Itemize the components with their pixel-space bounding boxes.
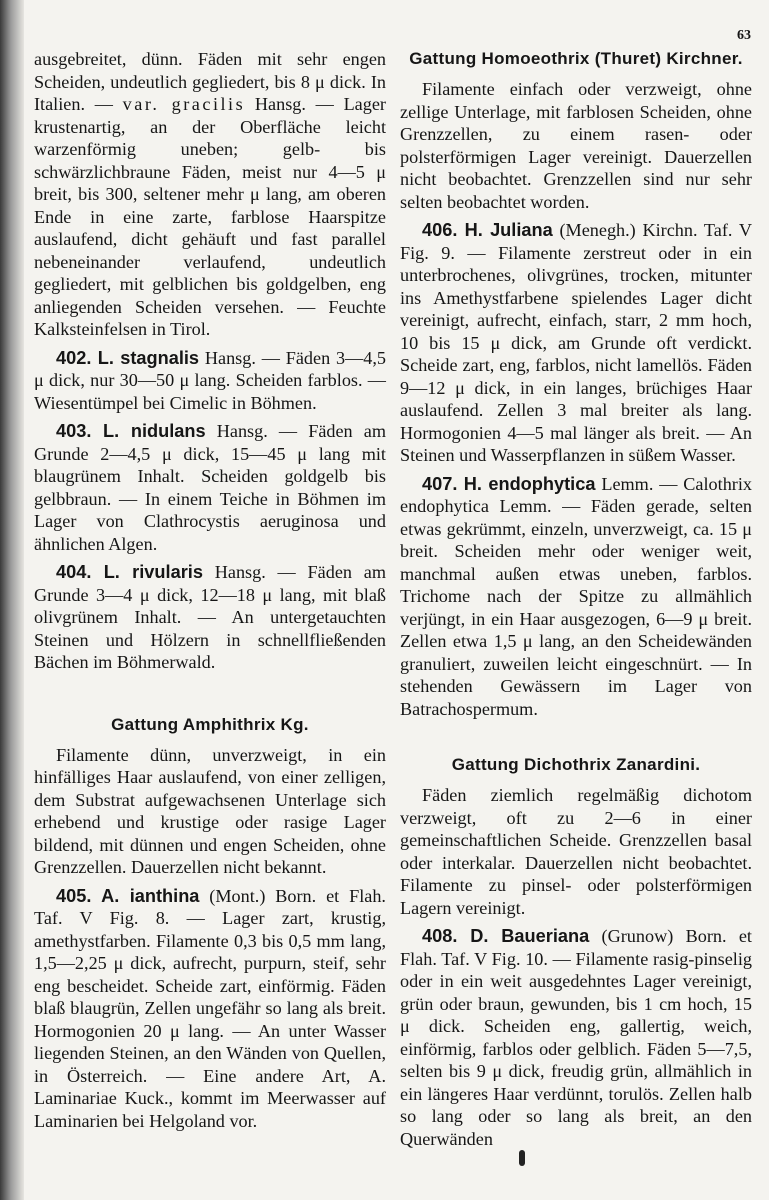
genus-heading-amphithrix: Gattung Amphithrix Kg. — [111, 714, 309, 734]
ink-mark — [519, 1150, 525, 1166]
species-number: 405. A. ianthina — [56, 885, 200, 906]
species-entry-402: 402. L. stagnalis Hansg. — Fäden 3—4,5 μ dick, nur 30—50 μ lang. Scheiden farblos. — Wiesentümpel bei Cimelic in Böhmen. — [34, 347, 387, 413]
species-number: 404. L. rivularis — [56, 562, 203, 582]
species-entry-405: 405. A. ianthina (Mont.) Born. et Flah. Taf. V Fig. 8. — Lager zart, krustig, amethystfarben. Filamente 0,3 bis 0,5 mm lang, 1,5—2,25 μ dick, aufrecht, purpurn, steif, sehr eng bescheidet. Scheide zart, einförmig. Fäden blaß blaugrün, Zellen ungefähr so lang als breit. Hormogonien 20 μ lang. — An unter Wasser liegenden Steinen, an den Wänden von Quellen, in Österreich. — Eine andere Art, A. Laminariae Kuck., kommt im Meerwasser auf Laminarien bei Helgoland vor. — [34, 885, 386, 1131]
species-number: 406. H. Juliana — [422, 220, 553, 240]
binding-gutter — [0, 0, 24, 1200]
species-number: 403. L. nidulans — [56, 421, 206, 441]
species-entry-406: 406. H. Juliana (Menegh.) Kirchn. Taf. V Fig. 9. — Filamente zerstreut oder in ein unterbrochenes, olivgrünes, trocken, mitunter ins Amethystfarbene spielendes Lager dicht vereinigt, aufrecht, einfach, starr, 2 mm hoch, 10 bis 15 μ dick, am Grunde oft verdickt. Scheide zart, eng, farblos, nicht lamellös. Fäden 9—12 μ dick, in ein langes, brüchiges Haar auslaufend. Zellen 3 mal breiter als lang. Hormogonien 4—5 mal länger als breit. — An Steinen und Wasserpflanzen in süßem Wasser. — [400, 220, 752, 465]
page-number: 63 — [737, 28, 751, 43]
genus-description: Filamente einfach oder verzweigt, ohne zellige Unterlage, mit farblosen Scheiden, ohne Grenzzellen, zu einem rasen- oder polsterförmigen Lager vereinigt. Dauerzellen nicht beobachtet. Grenzzellen sind nur sehr selten beobachtet worden. — [400, 79, 752, 212]
genus-description: Filamente dünn, unverzweigt, in ein hinfälliges Haar auslaufend, von einer zelligen, dem Substrat aufgewachsenen Unterlage sich erhebend und krustige oder rasige Lager bildend, mit dünnen und engen Scheiden, ohne Grenzzellen. Dauerzellen nicht bekannt. — [34, 744, 386, 877]
right-column — [400, 48, 752, 1150]
species-number: 408. D. Baueriana — [422, 926, 590, 946]
genus-heading-homoeothrix: Gattung Homoeothrix (Thuret) Kirchner. — [409, 49, 743, 68]
genus-description: Fäden ziemlich regelmäßig dichotom verzweigt, oft zu 2—6 in einer gemeinschaftlichen Scheide. Grenzzellen basal oder interkalar. Dauerzellen nicht beobachtet. Filamente zu pinsel- oder polsterförmigen Lagern vereinigt. — [400, 785, 752, 918]
left-column — [34, 48, 386, 1132]
species-entry-408: 408. D. Baueriana (Grunow) Born. et Flah. Taf. V Fig. 10. — Filamente rasig-pinselig oder in ein weit ausgedehntes Lager vereinigt, grün oder braun, gewunden, bis 1 cm hoch, 15 μ dick. Scheiden eng, gallertig, weich, einförmig, farblos oder gelblich. Fäden 5—7,5, selten bis 9 μ dick, freudig grün, allmählich in ein längeres Haar verdünnt, torulös. Zellen halb so lang oder so lang als breit, an den Querwänden — [400, 926, 752, 1149]
paragraph-continuation: ausgebreitet, dünn. Fäden mit sehr engen Scheiden, undeutlich gegliedert, bis 8 μ dick. In Italien. — var. gracilis Hansg. — Lager krustenartig, an der Oberfläche leicht warzenförmig uneben; gelb- bis schwärzlichbraune Fäden, meist nur 4—5 μ breit, bis 300, seltener mehr μ lang, am oberen Ende in eine zarte, farblose Haarspitze auslaufend, dicht gehäuft und fast parallel nebeneinander verlaufend, undeutlich gegliedert, mit gelblichen bis goldgelben, eng anliegenden Scheiden versehen. — Feuchte Kalksteinfelsen in Tirol. — [34, 49, 386, 339]
species-entry-407: 407. H. endophytica Lemm. — Calothrix endophytica Lemm. — Fäden gerade, selten etwas gekrümmt, einzeln, unverzweigt, ca. 15 μ breit. Scheiden mehr oder weniger weit, manchmal außen etwas uneben, farblos. Trichome nach der Spitze zu allmählich verjüngt, in ein Haar ausgezogen, 6—9 μ breit. Zellen etwa 1,5 μ lang, an den Scheidewänden granuliert, zuweilen leicht eingeschnürt. — In stehenden Gewässern im Lager von Batrachospermum. — [400, 473, 752, 719]
variety-name: var. gracilis — [122, 94, 246, 114]
species-number: 407. H. endophytica — [422, 473, 596, 494]
species-number: 402. L. stagnalis — [56, 347, 200, 368]
species-entry-404: 404. L. rivularis Hansg. — Fäden am Grunde 3—4 μ dick, 12—18 μ lang, mit blaß olivgrünem Inhalt. — An untergetauchten Steinen und Hölzern in schnellfließenden Bächen im Böhmerwald. — [34, 562, 386, 672]
genus-heading-dichothrix: Gattung Dichothrix Zanardini. — [451, 755, 701, 774]
species-entry-403: 403. L. nidulans Hansg. — Fäden am Grunde 2—4,5 μ dick, 15—45 μ lang mit blaugrünem Inhalt. Scheiden goldgelb bis gelbbraun. — In einem Teiche in Böhmen im Lager von Clathrocystis aeruginosa und ähnlichen Algen. — [34, 421, 386, 554]
